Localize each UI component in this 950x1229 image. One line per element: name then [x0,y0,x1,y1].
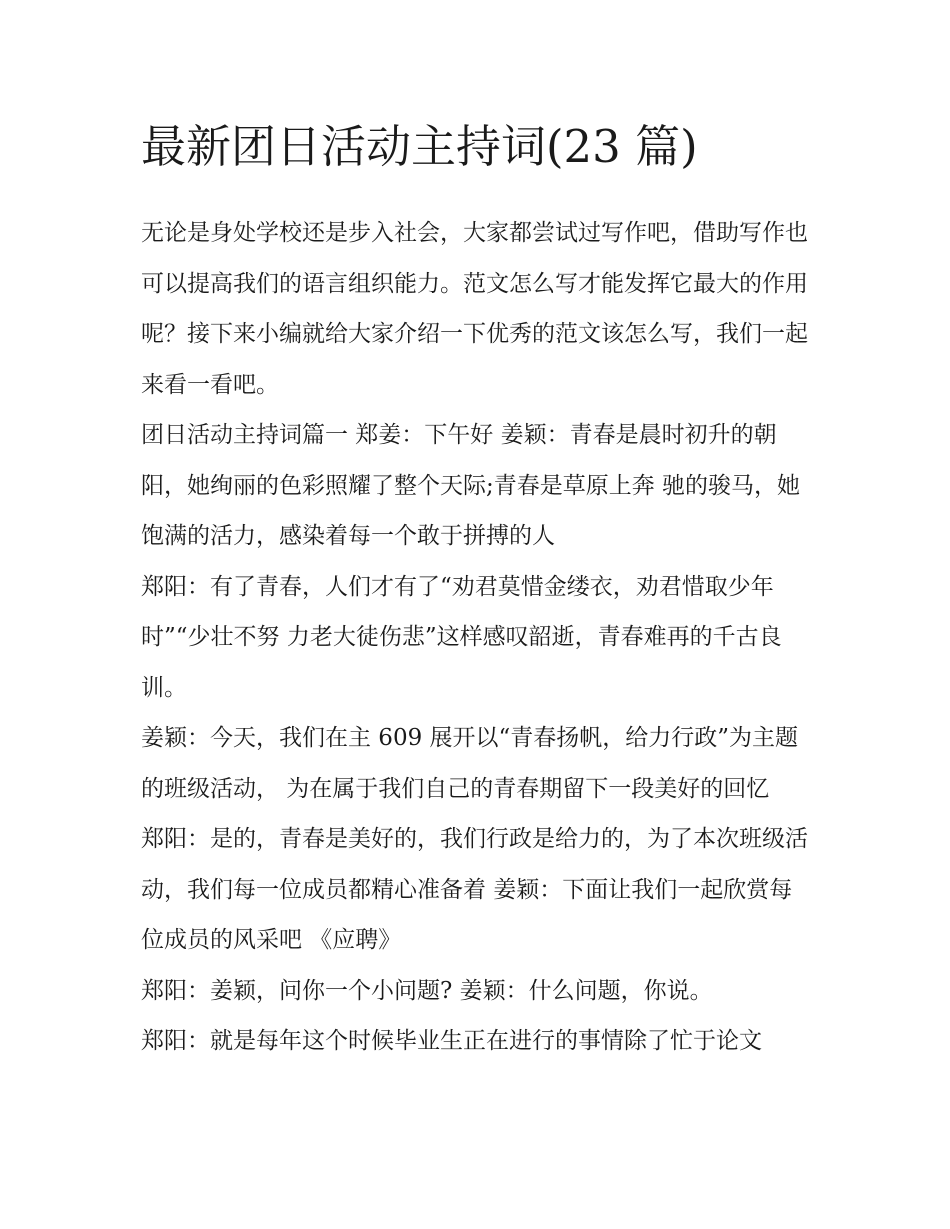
paragraph-intro: 无论是身处学校还是步入社会，大家都尝试过写作吧，借助写作也可以提高我们的语言组织能力。范文怎么写才能发挥它最大的作用呢？接下来小编就给大家介绍一下优秀的范文该怎么写，我们一起来看一看吧。 [141,220,808,398]
paragraph-zhengyang-graduates: 郑阳：就是每年这个时候毕业生正在进行的事情除了忙于论文 [141,1028,762,1054]
paragraph-list [141,208,811,1067]
paragraph-opening: 团日活动主持词篇一 郑姜：下午好 姜颖：青春是晨时初升的朝阳，她绚丽的色彩照耀了整个天际;青春是草原上奔 驰的骏马，她饱满的活力，感染着每一个敢于拼搏的人 [141,422,801,549]
paragraph-zhengyang-youth: 郑阳：有了青春，人们才有了“劝君莫惜金缕衣，劝君惜取少年时”“少壮不努 力老大徒伤悲”这样感叹韶逝，青春难再的千古良训。 [141,573,782,701]
paragraph-zhengyang-prepare: 郑阳：是的，青春是美好的，我们行政是给力的，为了本次班级活动，我们每一位成员都精心准备着 姜颖：下面让我们一起欣赏每位成员的风采吧 《应聘》 [141,826,808,953]
document-title: 最新团日活动主持词(23 篇) [141,120,698,173]
document-body [141,112,811,1067]
paragraph-jiangying-today: 姜颖：今天，我们在主 609 展开以“青春扬帆，给力行政”为主题的班级活动， 为在属于我们自己的青春期留下一段美好的回忆 [141,725,799,802]
paragraph-zhengyang-question: 郑阳：姜颖，问你一个小问题? 姜颖：什么问题，你说。 [141,977,713,1004]
